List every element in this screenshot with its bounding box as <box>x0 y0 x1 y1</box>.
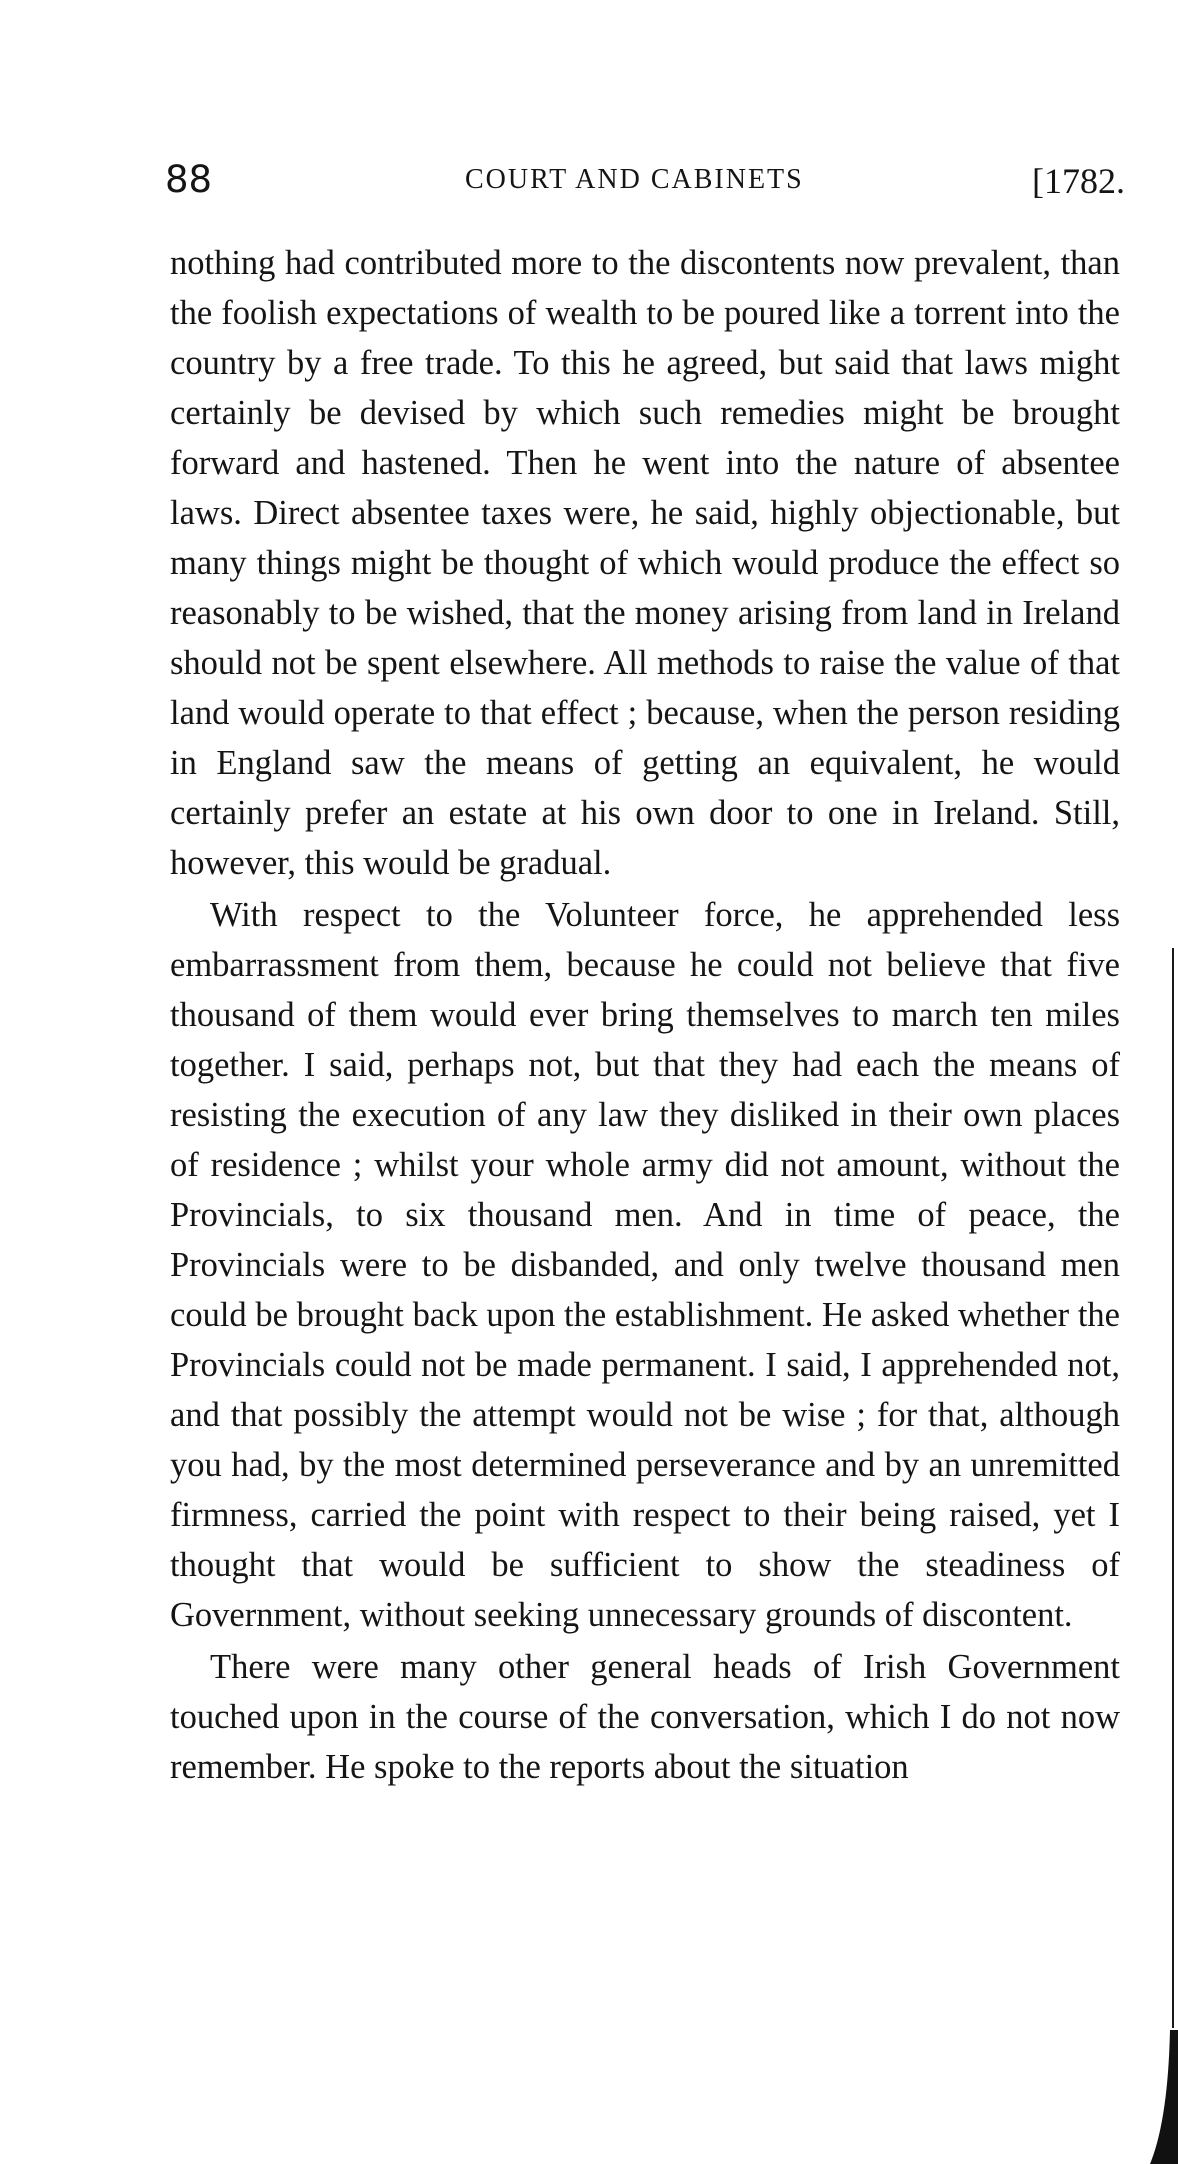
paragraph-3: There were many other general heads of Irish Government touched upon in the course of the conversation, which I do not now remember. He spoke to the reports about the situation <box>170 1648 1120 1786</box>
page-number: 88 <box>165 158 213 201</box>
running-year: [1782. <box>1032 161 1125 201</box>
running-title: COURT AND CABINETS <box>465 164 804 195</box>
paragraph-1: nothing had contributed more to the discontents now prevalent, than the foolish expectations of wealth to be poured like a torrent into the country by a free trade. To this he agreed, but said that laws might certainly be devised by which such remedies might be brought forward and hastened. Then he went into the nature of absentee laws. Direct absentee taxes were, he said, highly objectionable, but many things might be thought of which would produce the effect so reasonably to be wished, that the money arising from land in Ireland should not be spent elsewhere. All methods to raise the value of that land would operate to that effect ; because, when the person residing in England saw the means of getting an equivalent, he would certainly prefer an estate at his own door to one in Ireland. Still, however, this would be gradual. <box>170 244 1120 882</box>
paragraph-2: With respect to the Volunteer force, he apprehended less embarrassment from them, because he could not believe that five thousand of them would ever bring themselves to march ten miles together. I said, perhaps not, but that they had each the means of resisting the execution of any law they disliked in their own places of residence ; whilst your whole army did not amount, without the Provincials, to six thousand men. And in time of peace, the Provincials were to be disbanded, and only twelve thousand men could be brought back upon the establishment. He asked whether the Provincials could not be made permanent. I said, I apprehended not, and that possibly the attempt would not be wise ; for that, although you had, by the most determined perseverance and by an unremitted firmness, carried the point with respect to their being raised, yet I thought that would be sufficient to show the steadiness of Government, without seeking unnecessary grounds of discontent. <box>170 896 1120 1634</box>
